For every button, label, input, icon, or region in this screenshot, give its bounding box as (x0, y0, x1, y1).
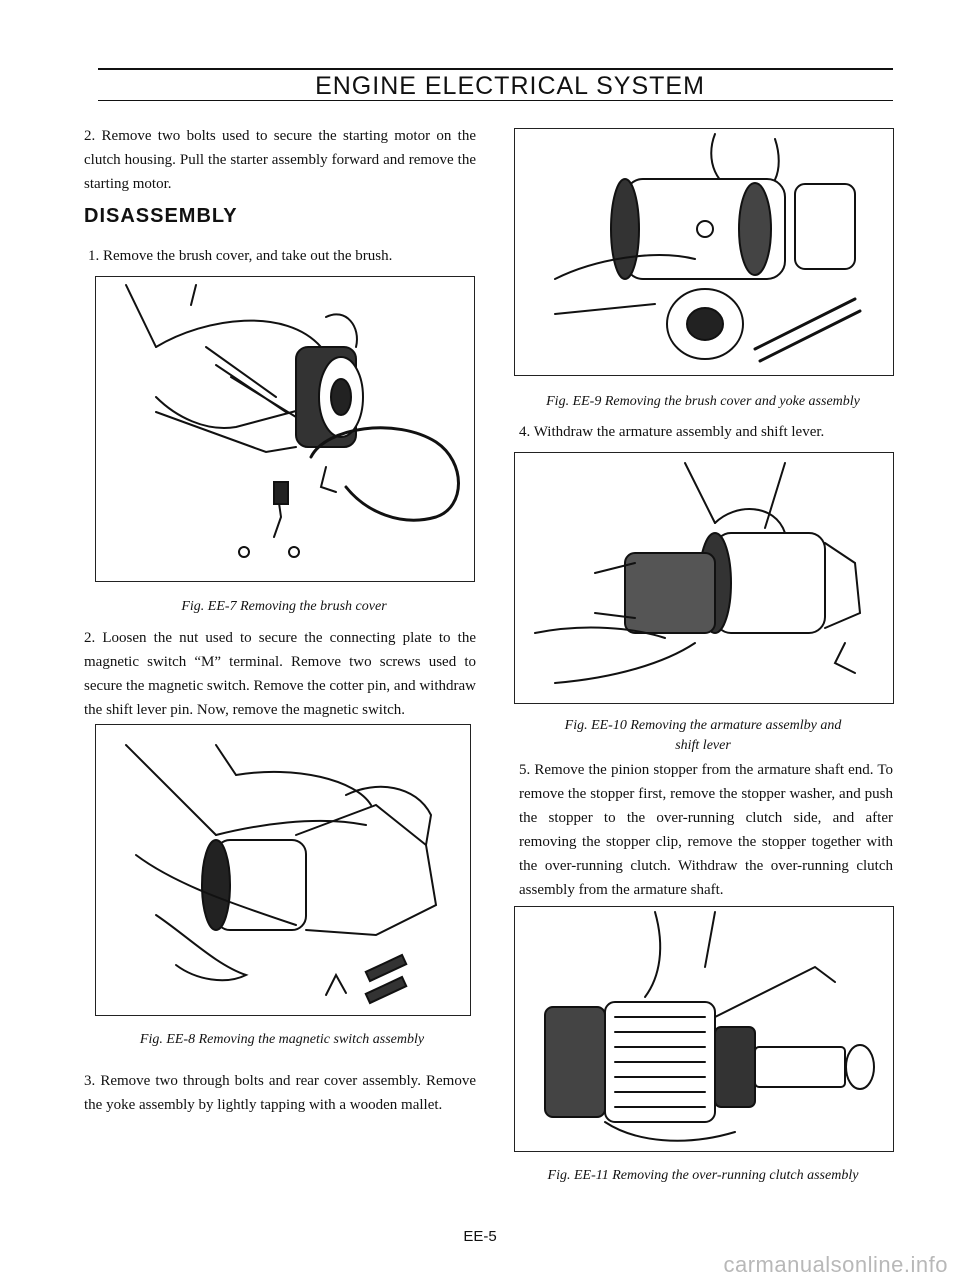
figure-ee-8 (95, 724, 471, 1016)
fig-ee-10-caption-line-2: shift lever (675, 738, 731, 753)
section-heading-disassembly: DISASSEMBLY (84, 205, 238, 227)
header-rule-top (98, 68, 893, 70)
step-3-yoke-removal: 3. Remove two through bolts and rear cover assembly. Remove the yoke assembly by lightly tapping with a wooden mallet. (84, 1073, 476, 1113)
fig-ee-9-caption: Fig. EE-9 Removing the brush cover and yoke assembly (546, 394, 860, 409)
armature-removal-illustration (515, 453, 893, 703)
page-number: EE-5 (463, 1228, 497, 1245)
fig-ee-7-caption: Fig. EE-7 Removing the brush cover (181, 599, 387, 614)
brush-cover-illustration (96, 277, 474, 581)
figure-ee-7 (95, 276, 475, 582)
watermark: carmanualsonline.info (723, 1252, 948, 1277)
figure-ee-10 (514, 452, 894, 704)
header-rule-bottom (98, 100, 893, 101)
page-header-title: ENGINE ELECTRICAL SYSTEM (300, 72, 720, 100)
fig-ee-10-caption-line-1: Fig. EE-10 Removing the armature assemlby and (564, 718, 842, 733)
step-5-pinion-stopper: 5. Remove the pinion stopper from the armature shaft end. To remove the stopper first, remove the stopper washer, and push the stopper to the over-running clutch side, and after removing the stopper clip, remove the stopper together with the over-running clutch. Withdraw the over-running clutch assembly from the armature shaft. (519, 762, 893, 898)
figure-ee-11 (514, 906, 894, 1152)
step-1-brush-cover: 1. Remove the brush cover, and take out the brush. (88, 248, 393, 264)
magnetic-switch-illustration (96, 725, 470, 1015)
step-2-remove-starter: 2. Remove two bolts used to secure the starting motor on the clutch housing. Pull the starter assembly forward and remove the starting motor. (84, 128, 476, 192)
step-2-magnetic-switch: 2. Loosen the nut used to secure the connecting plate to the magnetic switch “M” terminal. Remove two screws used to secure the magnetic switch. Remove the cotter pin, and withdraw the shift lever pin. Now, remove the magnetic switch. (84, 630, 476, 718)
step-4-armature: 4. Withdraw the armature assembly and shift lever. (519, 424, 825, 440)
fig-ee-8-caption: Fig. EE-8 Removing the magnetic switch assembly (139, 1032, 425, 1047)
figure-ee-9 (514, 128, 894, 376)
clutch-removal-illustration (515, 907, 893, 1151)
fig-ee-11-caption: Fig. EE-11 Removing the over-running clutch assembly (547, 1168, 859, 1183)
yoke-removal-illustration (515, 129, 893, 375)
